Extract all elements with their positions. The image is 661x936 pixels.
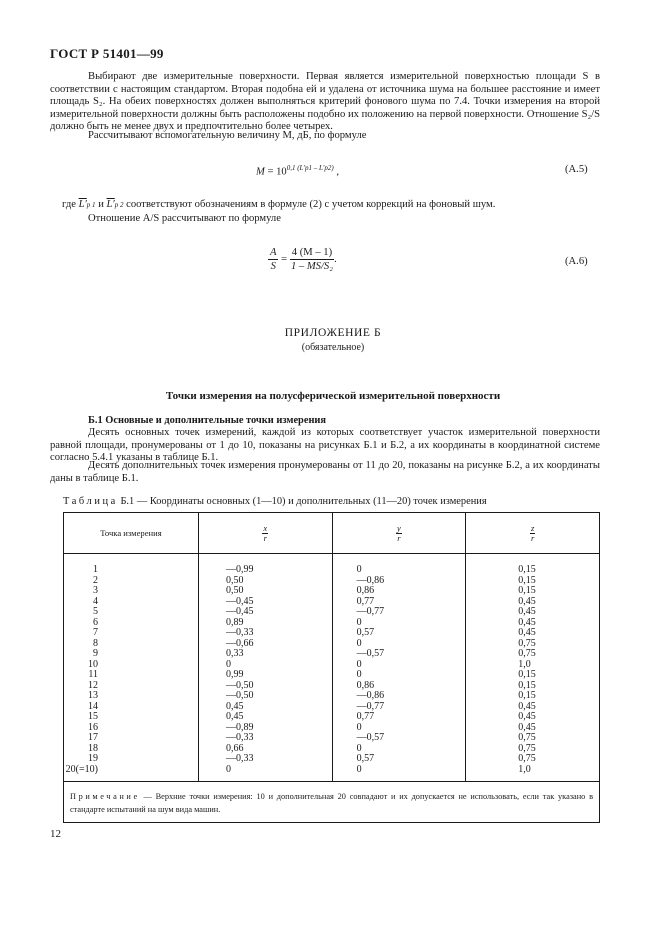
table-cell: —0,50 [225,679,254,691]
table-cell: —0,86 [356,574,385,586]
table-cell: 0,66 [225,742,244,754]
table-cell: 0 [356,564,362,575]
table-cell: 0 [356,637,362,649]
table-cell: 1 [92,564,98,575]
table-cell: 3 [92,585,98,596]
header-y-num: y [397,522,401,533]
where-and: и [98,199,104,210]
where-sub1: p 1 [86,201,96,209]
table-cell: 9 [92,648,98,659]
table-cell: —0,33 [225,627,254,638]
table-cell: 0,45 [225,700,244,712]
table-cell: —0,86 [356,690,385,701]
header-point: Точка измерения [64,513,199,554]
table-cell: 16 [87,721,98,733]
where-l2: L′ [106,199,115,210]
ratio-paragraph: Отношение A/S рассчитывают по формуле [88,213,281,224]
table-cell: —0,77 [356,606,385,617]
section-b1-heading: Б.1 Основные и дополнительные точки измерения [88,415,327,426]
table-caption-word: Таблица [63,496,118,507]
formula-a6-rhs-num: 4 (M – 1) [291,247,333,258]
section-b1-paragraph-2: Десять дополнительных точек измерения пронумерованы от 11 до 20, показаны на рисунке Б.2, а их координаты даны в таблице Б.1. [50,460,600,484]
table-cell: 0,15 [518,679,536,691]
table-cell: 0,45 [518,627,536,638]
table-cell: 14 [87,700,98,712]
table-cell: —0,89 [225,721,254,733]
column-z [466,554,600,782]
table-cell: 0,75 [518,742,536,754]
table-cell: —0,50 [225,690,254,701]
header-z-den: r [530,532,535,543]
table-cell: 0,15 [518,574,536,586]
table-cell: 0 [356,742,362,754]
table-cell: —0,33 [225,732,254,743]
table-cell: —0,33 [225,753,254,764]
table-cell: 19 [87,753,98,764]
formula-a6-rhs-den: 1 – MS/S₂ [290,261,333,272]
table-cell: 0,86 [356,585,375,596]
table-cell: 0,75 [518,637,536,649]
table-cell: 0,77 [356,595,375,607]
table-cell: —0,99 [225,564,254,575]
appendix-heading: Точки измерения на полусферической измерительной поверхности [165,390,501,402]
table-cell: 12 [87,679,98,691]
table-cell: 0,86 [356,679,375,691]
table-cell: 0,15 [518,690,536,701]
formula-a6-lhs-num: A [270,247,277,258]
table-cell: 0 [356,616,362,628]
header-y [332,513,466,554]
table-cell: 0 [225,763,231,775]
formula-a5-exponent: 0,1 (L′p1 – L′p2) [286,164,334,172]
table-cell: 13 [87,690,98,701]
table-caption [63,496,487,507]
column-y [332,554,466,782]
appendix-subtitle: (обязательное) [301,342,365,353]
table-cell: 0 [356,763,362,775]
table-cell: 0,57 [356,753,375,764]
table-cell: 0,15 [518,585,536,596]
table-cell: 0,45 [225,711,244,722]
table-note-text: — Верхние точки измерения: 10 и дополнительная 20 совпадают и их допускается не использовать, если так указано в стандарте испытаний на шум вида машин. [70,792,593,814]
table-body-row [64,554,600,782]
table-note [64,782,600,823]
formula-a5-eq: = [267,166,274,178]
header-x-den: r [263,532,267,543]
table-cell: 0,45 [518,616,536,628]
table-cell: 10 [87,658,98,670]
formula-a6-tail: . [334,253,337,265]
table-cell: —0,77 [356,700,385,712]
where-l1: L′ [78,199,87,210]
table-cell: 0 [356,721,362,733]
table-cell: 1,0 [518,763,531,775]
table-cell: 0 [225,658,231,670]
table-cell: 0,50 [225,574,244,586]
page-number: 12 [50,828,61,840]
document-header: ГОСТ Р 51401—99 [50,46,164,61]
table-cell: —0,57 [356,648,385,659]
formula-a5 [256,164,339,178]
column-x [198,554,332,782]
where-text: соответствуют обозначениям в формуле (2) с учетом коррекций на фоновый шум. [126,199,496,210]
appendix-title: ПРИЛОЖЕНИЕ Б [284,327,382,339]
table-cell: 4 [92,595,98,607]
table-cell: 20(=10) [65,763,98,775]
section-b1-paragraph-1: Десять основных точек измерений, каждой из которых соответствует участок измерительной поверхности равной площади, пронумерованы от 1 до 10, показаны на рисунках Б.1 и Б.2, а их координаты в координатной системе согласно 5.4.1 указаны в таблице Б.1. [50,427,600,464]
formula-a6-lhs-den: S [270,261,276,272]
table-cell: 0,99 [225,669,244,680]
table-cell: —0,66 [225,637,254,649]
table-cell: 2 [92,574,98,586]
formula-a5-number: (А.5) [565,164,588,175]
table-caption-text: Б.1 — Координаты основных (1—10) и дополнительных (11—20) точек измерения [120,496,487,507]
table-cell: 6 [92,616,98,628]
intro-paragraph-2: Рассчитывают вспомогательную величину M, дБ, по формуле [88,130,367,141]
formula-a5-tail: , [333,166,340,178]
where-line [62,199,495,210]
table-cell: 0,45 [518,711,536,722]
table-cell: —0,57 [356,732,385,743]
table-cell: 0,45 [518,700,536,712]
table-cell: 18 [87,742,98,754]
table-cell: 0,75 [518,732,536,743]
header-z-num: z [530,522,535,533]
table-cell: 0,75 [518,753,536,764]
formula-a6-rhs [290,247,334,272]
table-cell: 0 [356,658,362,670]
table-cell: 0,75 [518,648,536,659]
table-header-row [64,513,600,554]
table-cell: 0,15 [518,564,536,575]
header-x [198,513,332,554]
table-cell: 0,89 [225,616,244,628]
table-cell: 1,0 [518,658,531,670]
header-y-den: r [397,532,401,543]
formula-a5-base: 10 [276,166,287,178]
formula-a6-lhs [268,247,278,272]
table-cell: 0,15 [518,669,536,680]
table-cell: 0,57 [356,627,375,638]
table-cell: 0,50 [225,585,244,596]
where-sub2: p 2 [114,201,124,209]
table-cell: 8 [92,637,98,649]
column-points [64,554,199,782]
table-cell: 0,45 [518,721,536,733]
formula-a6-number: (А.6) [565,256,588,267]
table-cell: 5 [92,606,98,617]
table-cell: 0,33 [225,648,244,659]
table-cell: 0,45 [518,606,536,617]
table-cell: 17 [87,732,98,743]
table-cell: 0 [356,669,362,680]
formula-a5-lhs: M [256,166,265,178]
where-word: где [62,199,76,210]
header-x-num: x [263,522,268,533]
table-cell: —0,45 [225,595,254,607]
header-z [466,513,600,554]
formula-a6-eq: = [281,253,288,265]
table-cell: 11 [88,669,98,680]
table-cell: 0,45 [518,595,536,607]
table-cell: 0,77 [356,711,375,722]
table-note-row [64,782,600,823]
table-cell: —0,45 [225,606,254,617]
table-cell: 15 [87,711,98,722]
intro-paragraph-1: Выбирают две измерительные поверхности. Первая является измерительной поверхностью площади S в соответствии с настоящим стандартом. Вторая подобна ей и удалена от источника шума на большее расстояние и имеет площадь S₂. На обеих поверхностях должен выполняться критерий фонового шума по 7.4. Точки измерения на второй измерительной поверхности должны быть расположены подобно их положению на первой поверхности. Отношение S₂/S должно быть не менее двух и предпочтительно более четырех. [50,71,600,133]
table-note-word: Примечание [70,792,140,801]
coordinates-table [63,512,600,823]
table-cell: 7 [92,627,98,638]
formula-a6 [268,247,337,272]
